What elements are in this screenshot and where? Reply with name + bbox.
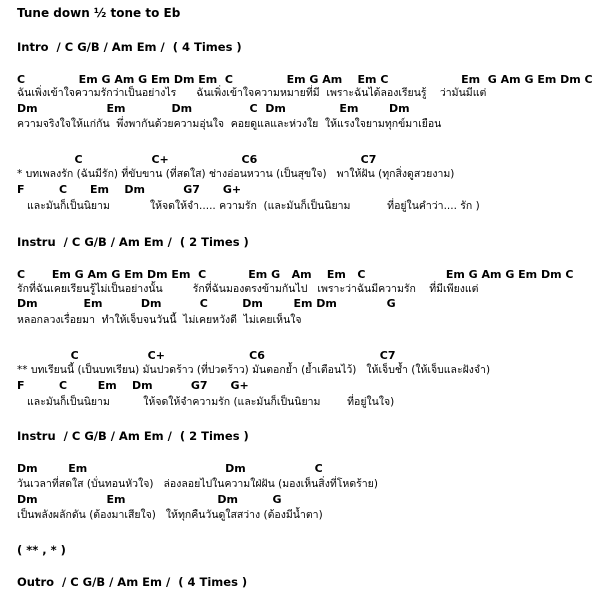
chorus1-lyrics-1: * บทเพลงรัก (ฉันมีรัก) ที่ขับขาน (ที่สดใส) ช่างอ่อนหวาน (เป็นสุขใจ) พาให้ฝัน (ทุกสิ่งดูสวยงาม) bbox=[17, 168, 455, 180]
chorus2-chords-2: F C Em Dm G7 G+ bbox=[17, 379, 249, 392]
chorus1-chords-1: C C+ C6 C7 bbox=[17, 153, 377, 166]
instru1-lyrics-1: รักที่ฉันเคยเรียนรู้ไม่เป็นอย่างนั้น รักที่ฉันมองตรงข้ามกันไป เพราะว่าฉันมีความรัก ที่มีเพียงแต่ bbox=[17, 283, 479, 295]
instru1-chords-2: Dm Em Dm C Dm Em Dm G bbox=[17, 297, 396, 310]
instru2-chords-2: Dm Em Dm G bbox=[17, 493, 282, 506]
intro-lyrics-2: ความจริงใจให้แก่กัน พึ่งพากันด้วยความอุ่นใจ คอยดูแลและห่วงใย ให้แรงใจยามทุกข์มาเยือน bbox=[17, 118, 442, 130]
instru1-chords-1: C Em G Am G Em Dm Em C Em G Am Em C Em G Am G Em Dm C bbox=[17, 268, 574, 281]
chorus2-lyrics-2: และมันก็เป็นนิยาม ให้จดให้จำความรัก (และมันก็เป็นนิยาม ที่อยู่ในใจ) bbox=[17, 396, 395, 408]
instru1-label: Instru / C G/B / Am Em / ( 2 Times ) bbox=[17, 235, 249, 249]
instru2-label: Instru / C G/B / Am Em / ( 2 Times ) bbox=[17, 429, 249, 443]
chorus2-lyrics-1: ** บทเรียนนี้ (เป็นบทเรียน) มันปวดร้าว (ที่ปวดร้าว) มันตอกย้ำ (ย้ำเตือนไว้) ให้เจ็บช้ำ (ให้เจ็บและฝังจำ) bbox=[17, 364, 491, 376]
tuning-title: Tune down ½ tone to Eb bbox=[17, 6, 181, 20]
outro-label: Outro / C G/B / Am Em / ( 4 Times ) bbox=[17, 575, 248, 589]
intro-chords-1: C Em G Am G Em Dm Em C Em G Am Em C Em G Am G Em Dm C bbox=[17, 73, 593, 86]
intro-lyrics-1: ฉันเพิ่งเข้าใจความรักว่าเป็นอย่างไร ฉันเพิ่งเข้าใจความหมายที่มี เพราะฉันได้ลองเรียนรู้ ว่ามันมีแต่ bbox=[17, 87, 487, 99]
chorus1-lyrics-2: และมันก็เป็นนิยาม ให้จดให้จำ..... ความรัก (และมันก็เป็นนิยาม ที่อยู่ในคำว่า.... รัก ) bbox=[17, 200, 480, 212]
instru2-lyrics-2: เป็นพลังผลักดัน (ต้องมาเสียใจ) ให้ทุกคืนวันดูใสสว่าง (ต้องมีน้ำตา) bbox=[17, 509, 323, 521]
chorus2-chords-1: C C+ C6 C7 bbox=[17, 349, 396, 362]
intro-label: Intro / C G/B / Am Em / ( 4 Times ) bbox=[17, 40, 242, 54]
instru2-lyrics-1: วันเวลาที่สดใส (บั่นทอนหัวใจ) ล่องลอยไปในความใฝ่ฝัน (มองเห็นสิ่งที่โหดร้าย) bbox=[17, 478, 378, 490]
intro-chords-2: Dm Em Dm C Dm Em Dm bbox=[17, 102, 410, 115]
instru2-chords-1: Dm Em Dm C bbox=[17, 462, 323, 475]
chorus1-chords-2: F C Em Dm G7 G+ bbox=[17, 183, 242, 196]
instru1-lyrics-2: หลอกลวงเรื่อยมา ทำให้เจ็บจนวันนี้ ไม่เคยหวังดี ไม่เคยเห็นใจ bbox=[17, 314, 302, 326]
repeat-marker: ( ** , * ) bbox=[17, 543, 66, 557]
